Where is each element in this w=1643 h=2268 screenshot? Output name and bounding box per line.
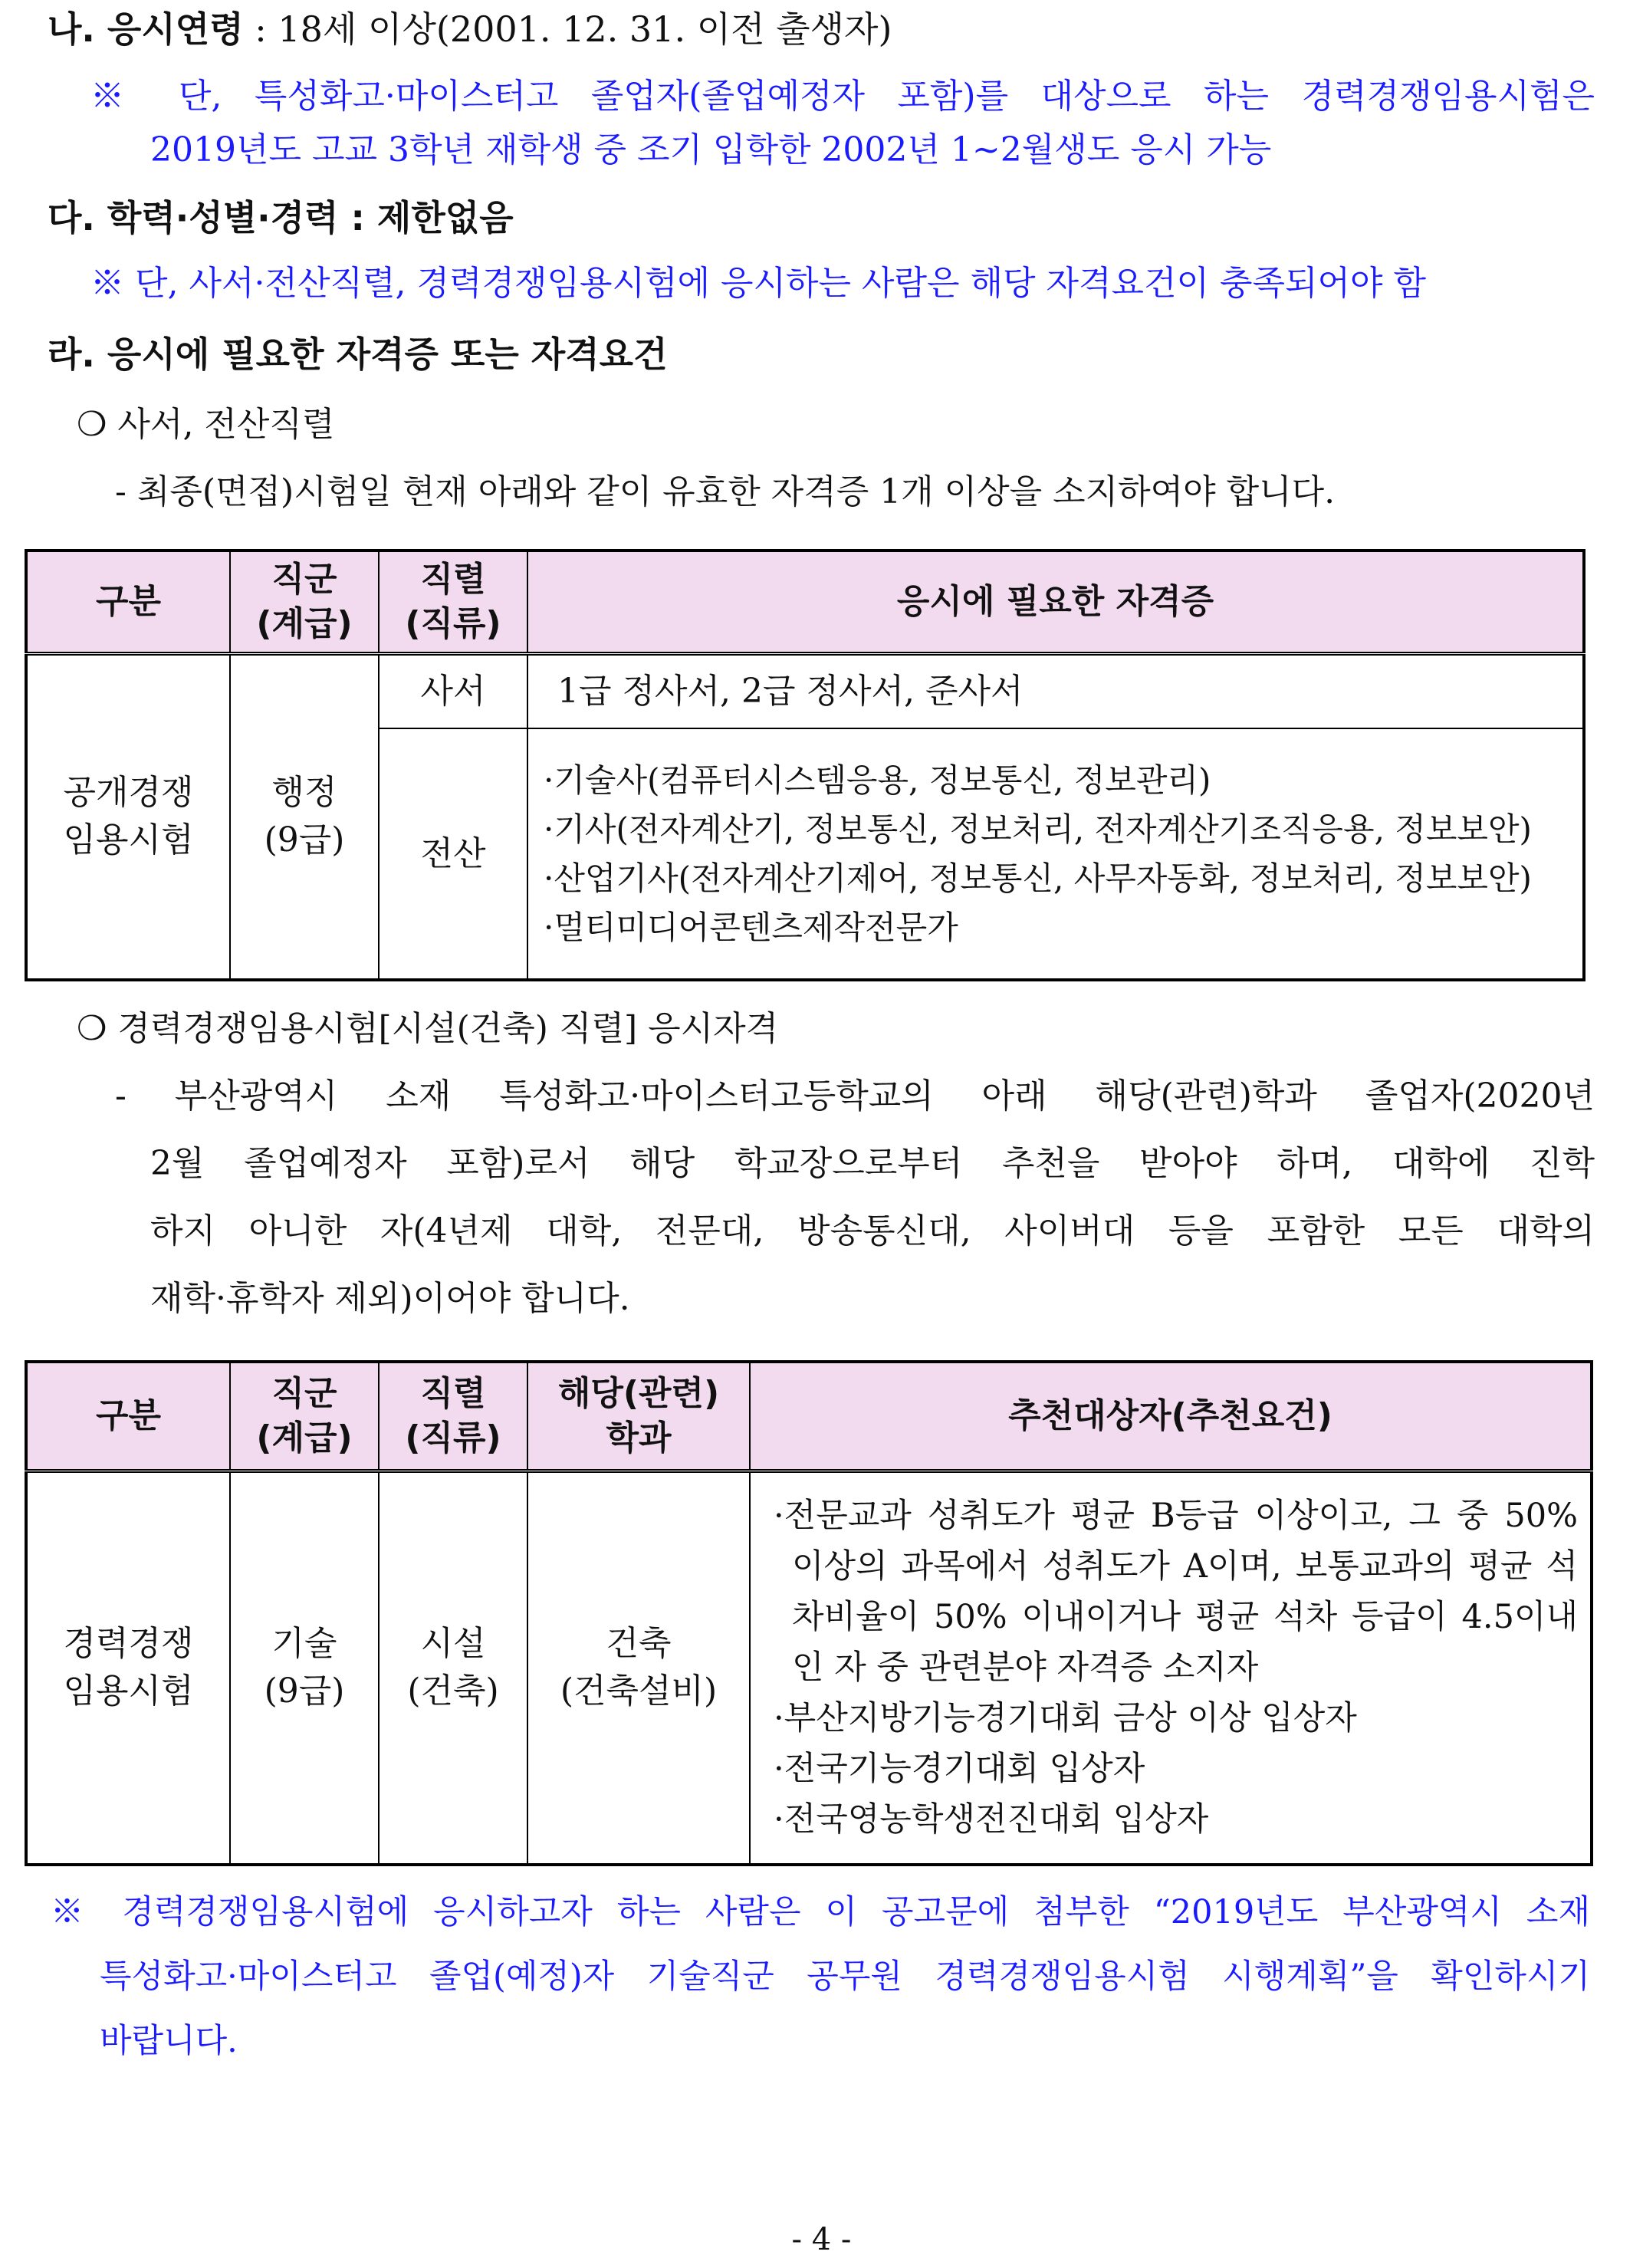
final-note-line1: ※ 경력경쟁임용시험에 응시하고자 하는 사람은 이 공고문에 첨부한 “2019년도 부산광역시 소재 bbox=[51, 1893, 1590, 1931]
department-cell: 건축 (건축설비) bbox=[527, 1471, 750, 1865]
list-item: ·기사(전자계산기, 정보통신, 정보처리, 전자계산기조직응용, 정보보안) bbox=[544, 810, 1532, 848]
list-item: ·기술사(컴퓨터시스템응용, 정보통신, 정보관리) bbox=[544, 761, 1211, 799]
list-item: ·전국기능경기대회 입상자 bbox=[774, 1750, 1145, 1789]
certificate-table bbox=[25, 549, 1585, 981]
age-requirement bbox=[48, 6, 892, 52]
it-cert-list bbox=[528, 750, 1582, 958]
age-note-line1: ※ 단, 특성화고·마이스터고 졸업자(졸업예정자 포함)를 대상으로 하는 경력경쟁임용시험은 bbox=[90, 77, 1595, 116]
it-certs bbox=[527, 728, 1584, 980]
col-certificate: 응시에 필요한 자격증 bbox=[527, 551, 1584, 653]
category-cell: 공개경쟁 임용시험 bbox=[26, 653, 230, 980]
series-librarian: 사서 bbox=[379, 653, 527, 728]
recommendation-list bbox=[751, 1483, 1590, 1852]
series-it: 전산 bbox=[379, 728, 527, 980]
final-note-line3: 바랍니다. bbox=[100, 2022, 238, 2060]
list-item: ·전문교과 성취도가 평균 B등급 이상이고, 그 중 50% 이상의 과목에서 성취도가 A이며, 보통교과의 평균 석차비율이 50% 이내이거나 평균 석차 등급이 4.5이내인 자 중 관련분야 자격증 소지자 bbox=[774, 1497, 1578, 1688]
col-department: 해당(관련) 학과 bbox=[527, 1362, 750, 1471]
list-item: ·부산지방기능경기대회 금상 이상 입상자 bbox=[774, 1699, 1357, 1738]
education-note: ※ 단, 사서·전산직렬, 경력경쟁임용시험에 응시하는 사람은 해당 자격요건이 충족되어야 함 bbox=[90, 264, 1426, 303]
category-cell: 경력경쟁 임용시험 bbox=[26, 1471, 230, 1865]
group-cell: 기술 (9급) bbox=[230, 1471, 379, 1865]
age-note-line2: 2019년도 고교 3학년 재학생 중 조기 입학한 2002년 1∼2월생도 응시 가능 bbox=[150, 130, 1272, 169]
age-heading: 나. 응시연령 bbox=[48, 8, 244, 50]
librarian-it-description: - 최종(면접)시험일 현재 아래와 같이 유효한 자격증 1개 이상을 소지하여야 합니다. bbox=[115, 472, 1336, 511]
col-group: 직군 (계급) bbox=[230, 1362, 379, 1471]
librarian-it-subheading: ❍ 사서, 전산직렬 bbox=[77, 405, 335, 444]
career-exam-subheading: ❍ 경력경쟁임용시험[시설(건축) 직렬] 응시자격 bbox=[77, 1009, 779, 1048]
recommendation-table bbox=[25, 1360, 1593, 1866]
col-recommendation: 추천대상자(추천요건) bbox=[750, 1362, 1592, 1471]
career-desc-line4: 재학·휴학자 제외)이어야 합니다. bbox=[150, 1279, 630, 1318]
list-item: ·산업기사(전자계산기제어, 정보통신, 사무자동화, 정보처리, 정보보안) bbox=[544, 859, 1532, 897]
table-row bbox=[26, 653, 1584, 728]
col-category: 구분 bbox=[26, 1362, 230, 1471]
final-note-line2: 특성화고·마이스터고 졸업(예정)자 기술직군 공무원 경력경쟁임용시험 시행계획”을 확인하시기 bbox=[100, 1957, 1590, 1996]
group-cell: 행정 (9급) bbox=[230, 653, 379, 980]
col-group: 직군 (계급) bbox=[230, 551, 379, 653]
education-heading: 다. 학력·성별·경력 : 제한없음 bbox=[48, 197, 514, 238]
career-desc-line1: - 부산광역시 소재 특성화고·마이스터고등학교의 아래 해당(관련)학과 졸업자(2020년 bbox=[115, 1076, 1595, 1116]
age-value: : 18세 이상(2001. 12. 31. 이전 출생자) bbox=[243, 8, 892, 50]
col-category: 구분 bbox=[26, 551, 230, 653]
series-cell: 시설 (건축) bbox=[379, 1471, 527, 1865]
col-series: 직렬 (직류) bbox=[379, 1362, 527, 1471]
table-header-row bbox=[26, 551, 1584, 653]
table-row bbox=[26, 1471, 1592, 1865]
career-desc-line3: 하지 아니한 자(4년제 대학, 전문대, 방송통신대, 사이버대 등을 포함한 모든 대학의 bbox=[150, 1211, 1595, 1251]
list-item: ·전국영농학생전진대회 입상자 bbox=[774, 1800, 1209, 1839]
list-item: ·멀티미디어콘텐츠제작전문가 bbox=[544, 908, 958, 946]
career-desc-line2: 2월 졸업예정자 포함)로서 해당 학교장으로부터 추천을 받아야 하며, 대학에 진학 bbox=[150, 1144, 1595, 1183]
certificate-heading: 라. 응시에 필요한 자격증 또는 자격요건 bbox=[48, 334, 668, 375]
recommendation-cell bbox=[750, 1471, 1592, 1865]
librarian-certs: 1급 정사서, 2급 정사서, 준사서 bbox=[527, 653, 1584, 728]
table-header-row bbox=[26, 1362, 1592, 1471]
page-number: - 4 - bbox=[791, 2222, 852, 2257]
col-series: 직렬 (직류) bbox=[379, 551, 527, 653]
